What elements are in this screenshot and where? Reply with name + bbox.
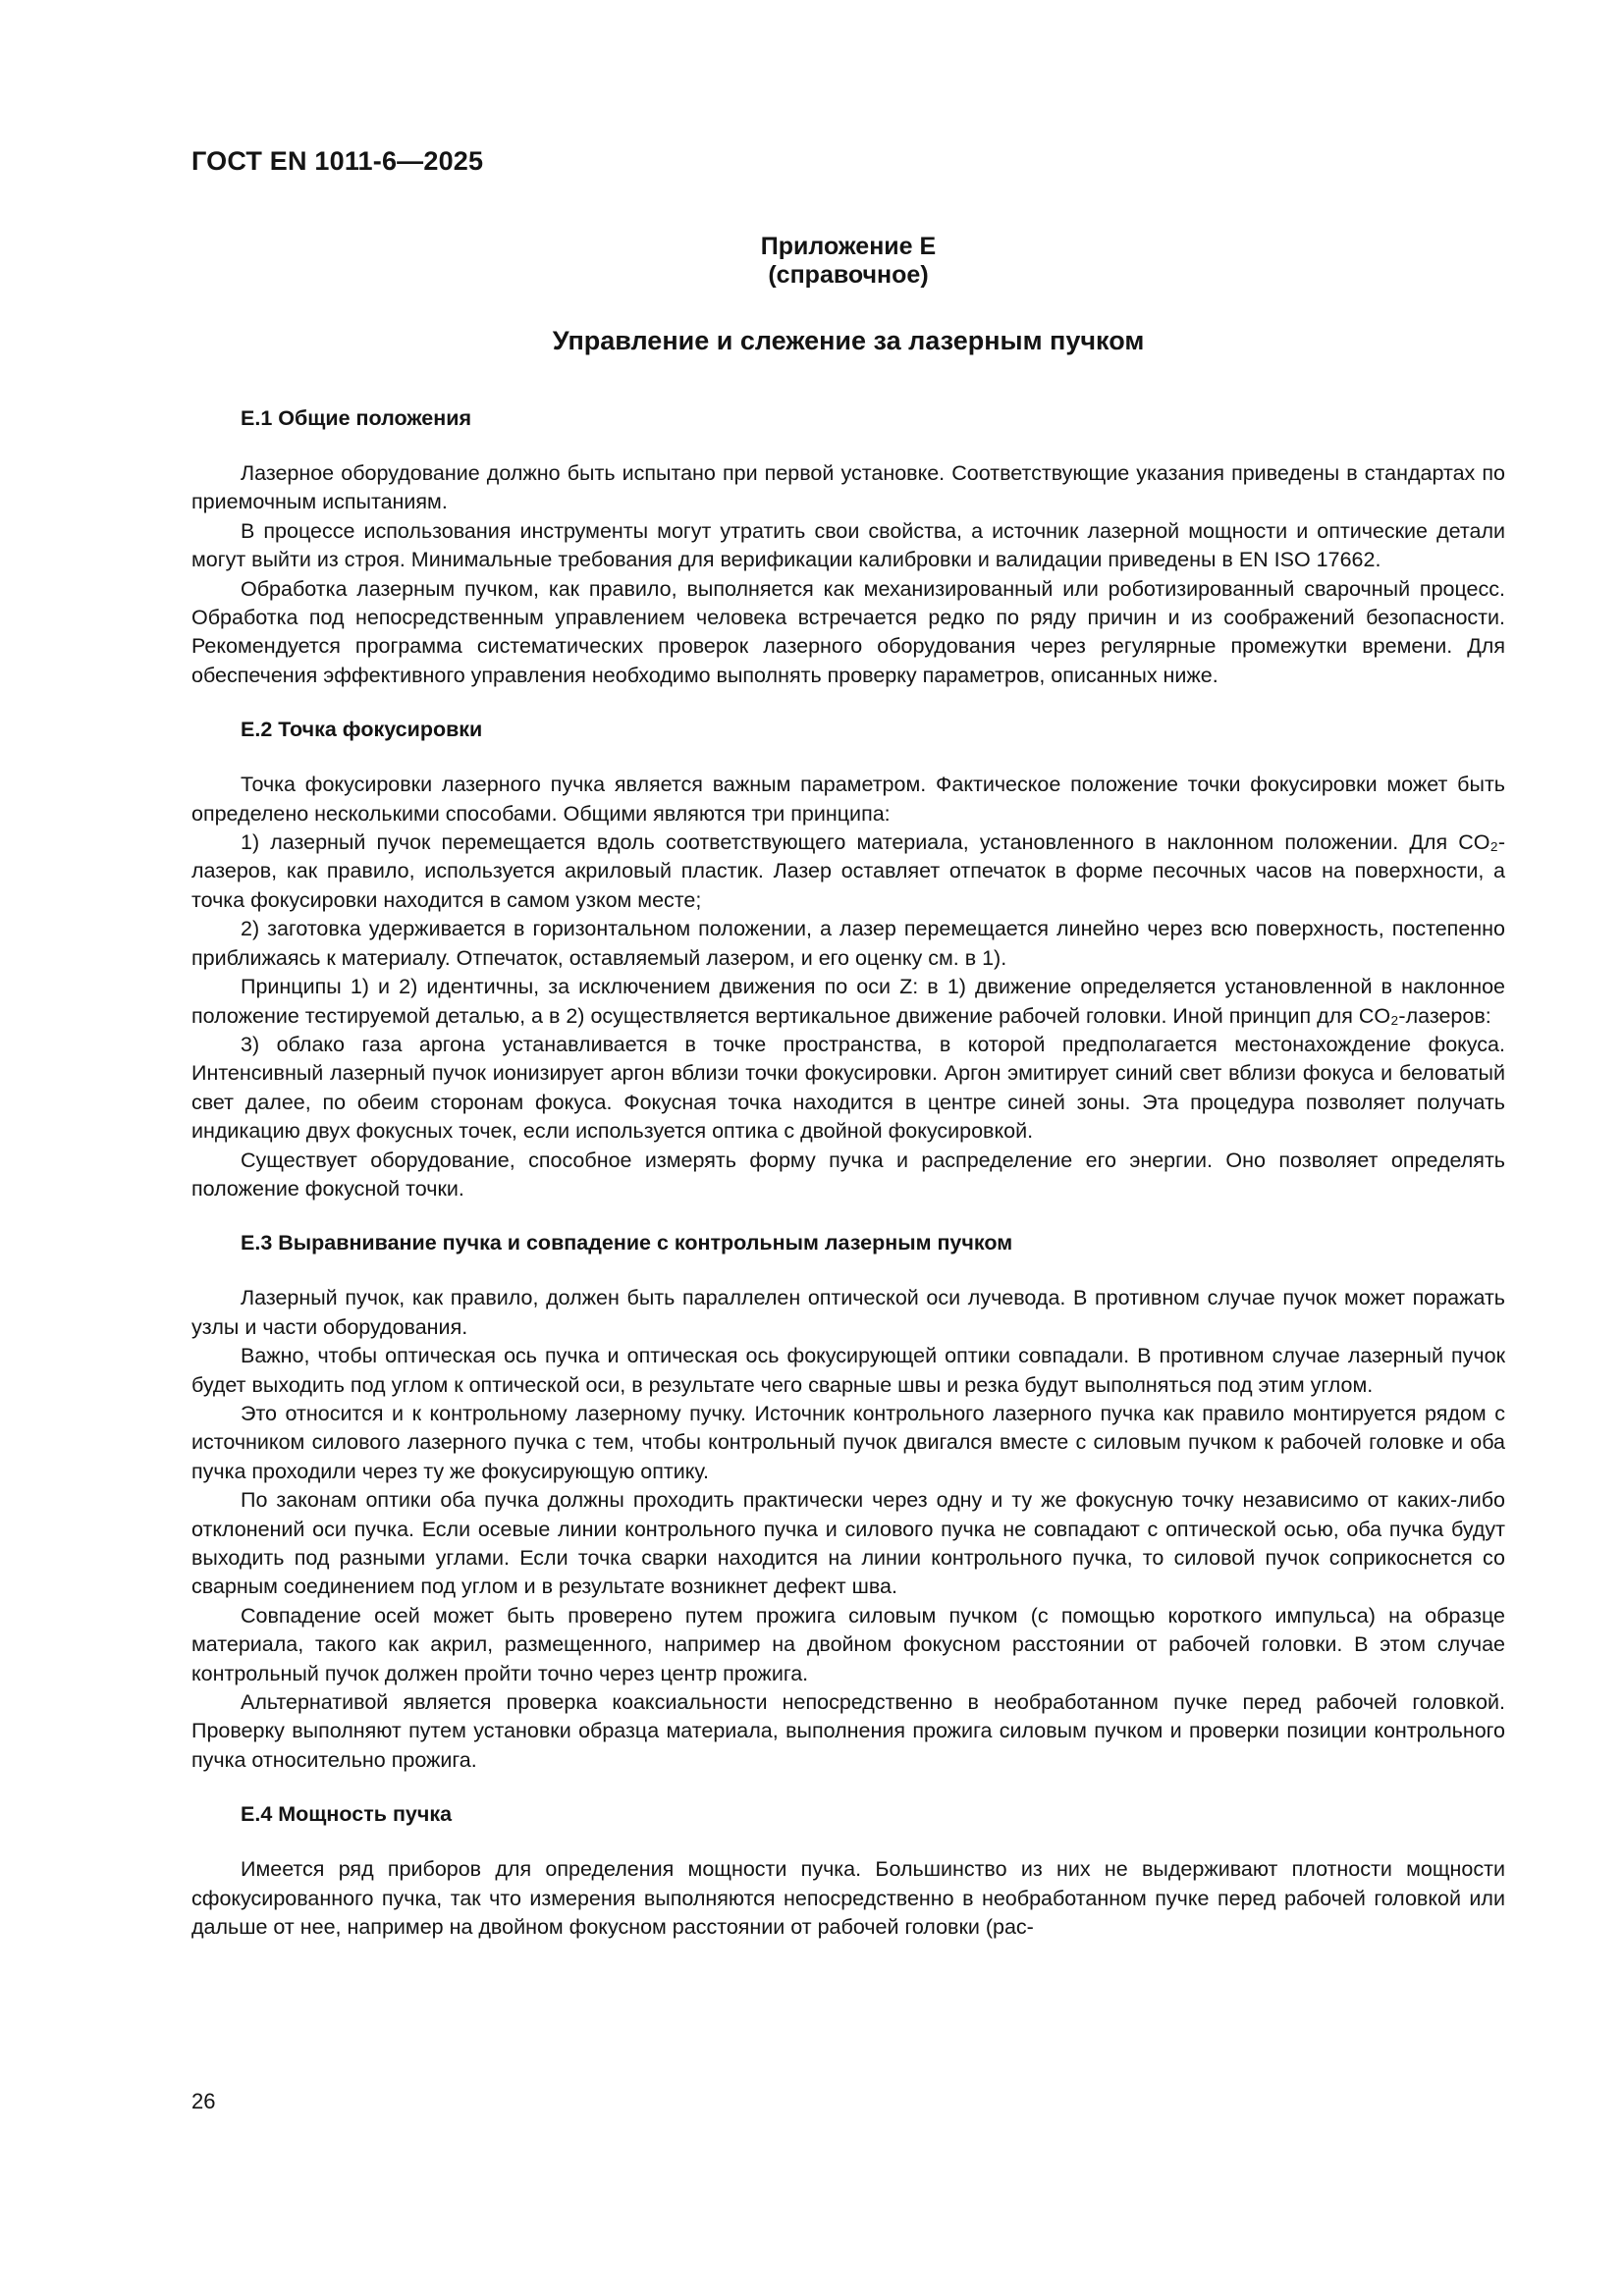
paragraph: Совпадение осей может быть проверено путем прожига силовым пучком (с помощью короткого импульса) на образце материала, такого как акрил, размещенного, например на двойном фокусном расстоянии от рабочей головки. В этом случае контрольный пучок должен пройти точно через центр прожига.	[191, 1603, 1505, 1685]
section-heading: Е.1 Общие положения	[241, 406, 472, 430]
paragraph: 2) заготовка удерживается в горизонтальном положении, а лазер перемещается линейно через всю поверхность, постепенно приближаясь к материалу. Отпечаток, оставляемый лазером, и его оценку см. в 1).	[191, 917, 1505, 970]
section-e4	[191, 1800, 1505, 1942]
paragraph: 1) лазерный пучок перемещается вдоль соответствующего материала, установленного в наклонном положении. Для CO₂-лазеров, как правило, используется акриловый пластик. Лазер оставляет отпечаток в форме песочных часов на поверхности, а точка фокусировки находится в самом узком месте;	[191, 830, 1505, 912]
paragraph: В процессе использования инструменты могут утратить свои свойства, а источник лазерной мощности и оптические детали могут выйти из строя. Минимальные требования для верификации калибровки и валидации приведены в EN ISO 17662.	[191, 518, 1505, 572]
appendix-label: Приложение Е	[760, 233, 937, 260]
paragraph: По законам оптики оба пучка должны проходить практически через одну и ту же фокусную точку независимо от каких-либо отклонений оси пучка. Если осевые линии контрольного пучка и силового пучка не совпадают с оптической осью, оба пучка будут выходить под разными углами. Если точка сварки находится на линии контрольного пучка, то силовой пучок соприкоснется со сварным соединением под углом и в результате возникнет дефект шва.	[191, 1488, 1505, 1599]
paragraph: 3) облако газа аргона устанавливается в точке пространства, в которой предполагается местонахождение фокуса. Интенсивный лазерный пучок ионизирует аргон вблизи точки фокусировки. Аргон эмитирует синий свет вблизи фокуса и беловатый свет далее, по обеим сторонам фокуса. Фокусная точка находится в центре синей зоны. Эта процедура позволяет получать индикацию двух фокусных точек, если используется оптика с двойной фокусировкой.	[191, 1032, 1505, 1144]
paragraph: Это относится и к контрольному лазерному пучку. Источник контрольного лазерного пучка как правило монтируется рядом с источником силового лазерного пучка с тем, чтобы контрольный пучок двигался вместе с силовым пучком к рабочей головке и оба пучка проходили через ту же фокусирующую оптику.	[191, 1401, 1505, 1483]
section-heading: Е.3 Выравнивание пучка и совпадение с контрольным лазерным пучком	[241, 1231, 1013, 1255]
document-header: ГОСТ EN 1011-6—2025	[191, 146, 484, 176]
page-number: 26	[191, 2089, 216, 2113]
section-e3	[191, 1229, 1505, 1775]
paragraph: Существует оборудование, способное измерять форму пучка и распределение его энергии. Оно позволяет определять положение фокусной точки.	[191, 1148, 1505, 1201]
paragraph: Имеется ряд приборов для определения мощности пучка. Большинство из них не выдерживают плотности мощности сфокусированного пучка, так что измерения выполняются непосредственно в необработанном пучке перед рабочей головкой или дальше от нее, например на двойном фокусном расстоянии от рабочей головки (рас-	[191, 1857, 1505, 1940]
paragraph: Обработка лазерным пучком, как правило, выполняется как механизированный или роботизированный сварочный процесс. Обработка под непосредственным управлением человека встречается редко по ряду причин и из соображений безопасности. Рекомендуется программа систематических проверок лазерного оборудования через регулярные промежутки времени. Для обеспечения эффективного управления необходимо выполнять проверку параметров, описанных ниже.	[191, 576, 1505, 687]
appendix-kind: (справочное)	[768, 261, 929, 289]
paragraph: Лазерный пучок, как правило, должен быть параллелен оптической оси лучевода. В противном случае пучок может поражать узлы и части оборудования.	[191, 1286, 1505, 1339]
section-heading: Е.2 Точка фокусировки	[241, 718, 483, 742]
appendix-title: Управление и слежение за лазерным пучком	[552, 326, 1145, 355]
paragraph: Лазерное оборудование должно быть испытано при первой установке. Соответствующие указания приведены в стандартах по приемочным испытаниям.	[191, 461, 1505, 514]
paragraph: Важно, чтобы оптическая ось пучка и оптическая ось фокусирующей оптики совпадали. В противном случае лазерный пучок будет выходить под углом к оптической оси, в результате чего сварные швы и резка будут выполняться под этим углом.	[191, 1344, 1505, 1397]
section-e1	[191, 404, 1505, 690]
paragraph: Точка фокусировки лазерного пучка является важным параметром. Фактическое положение точки фокусировки может быть определено несколькими способами. Общими являются три принципа:	[191, 773, 1505, 826]
paragraph: Альтернативой является проверка коаксиальности непосредственно в необработанном пучке перед рабочей головкой. Проверку выполняют путем установки образца материала, выполнения прожига силовым пучком и проверки позиции контрольного пучка относительно прожига.	[191, 1690, 1505, 1772]
appendix-block	[191, 233, 1505, 290]
paragraph: Принципы 1) и 2) идентичны, за исключением движения по оси Z: в 1) движение определяется установленной в наклонное положение тестируемой деталью, а в 2) осуществляется вертикальное движение рабочей головки. Иной принцип для CO₂-лазеров:	[191, 975, 1505, 1028]
section-heading: Е.4 Мощность пучка	[241, 1802, 453, 1827]
section-e2	[191, 716, 1505, 1203]
